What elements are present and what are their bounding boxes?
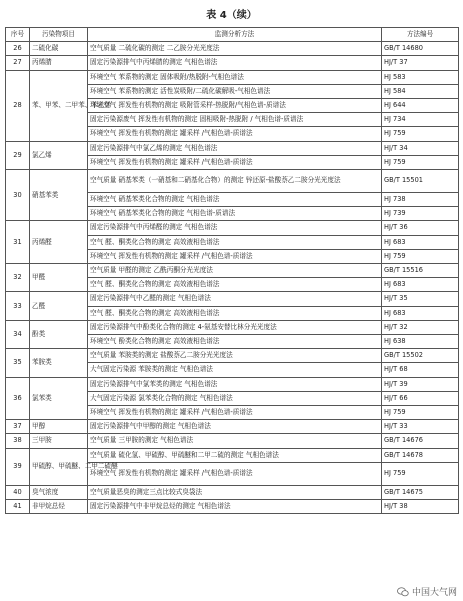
method-code-cell: HJ 759 bbox=[382, 249, 459, 263]
table-row bbox=[6, 42, 459, 56]
method-code-cell: HJ 739 bbox=[382, 207, 459, 221]
table-row bbox=[6, 70, 459, 84]
table-row bbox=[6, 500, 459, 514]
seq-cell: 33 bbox=[6, 292, 30, 320]
method-cell: 大气固定污染源 氯苯类化合物的测定 气相色谱法 bbox=[88, 391, 382, 405]
method-code-cell: HJ 759 bbox=[382, 406, 459, 420]
pollutant-cell: 臭气浓度 bbox=[30, 485, 88, 499]
method-code-cell: HJ/T 36 bbox=[382, 221, 459, 235]
table-row bbox=[6, 434, 459, 448]
seq-cell: 27 bbox=[6, 56, 30, 70]
header-seq: 序号 bbox=[6, 28, 30, 42]
method-cell: 环境空气 苯系物的测定 固体吸附/热脱附-气相色谱法 bbox=[88, 70, 382, 84]
method-cell: 环境空气 挥发性有机物的测定 罐采样 /气相色谱-质谱法 bbox=[88, 462, 382, 485]
seq-cell: 32 bbox=[6, 264, 30, 292]
pollutant-cell: 乙醛 bbox=[30, 292, 88, 320]
table-header-row bbox=[6, 28, 459, 42]
method-cell: 环境空气 挥发性有机物的测定 罐采样 /气相色谱-质谱法 bbox=[88, 155, 382, 169]
method-cell: 空气 醛、酮类化合物的测定 高效液相色谱法 bbox=[88, 278, 382, 292]
seq-cell: 28 bbox=[6, 70, 30, 141]
method-cell: 环境空气 硝基苯类化合物的测定 气相色谱-质谱法 bbox=[88, 207, 382, 221]
method-code-cell: HJ/T 33 bbox=[382, 420, 459, 434]
method-cell: 环境空气 挥发性有机物的测定 罐采样 /气相色谱-质谱法 bbox=[88, 406, 382, 420]
method-code-cell: GB/T 15501 bbox=[382, 170, 459, 193]
pollutant-cell: 甲硫醇、甲硫醚、二甲二硫醚 bbox=[30, 448, 88, 485]
method-code-cell: HJ/T 39 bbox=[382, 377, 459, 391]
method-code-cell: GB/T 14675 bbox=[382, 485, 459, 499]
pollutant-cell: 氯乙烯 bbox=[30, 141, 88, 169]
pollutant-cell: 苯、甲苯、二甲苯、苯乙烯 bbox=[30, 70, 88, 141]
method-code-cell: HJ 683 bbox=[382, 235, 459, 249]
pollutant-cell: 非甲烷总烃 bbox=[30, 500, 88, 514]
pollutant-cell: 甲醇 bbox=[30, 420, 88, 434]
method-code-cell: HJ/T 68 bbox=[382, 363, 459, 377]
method-code-cell: HJ 583 bbox=[382, 70, 459, 84]
method-code-cell: HJ/T 32 bbox=[382, 320, 459, 334]
method-cell: 环境空气 挥发性有机物的测定 罐采样 /气相色谱-质谱法 bbox=[88, 127, 382, 141]
watermark-text: 中国大气网 bbox=[411, 588, 457, 598]
seq-cell: 41 bbox=[6, 500, 30, 514]
method-cell: 大气固定污染源 苯胺类的测定 气相色谱法 bbox=[88, 363, 382, 377]
seq-cell: 31 bbox=[6, 221, 30, 264]
method-code-cell: HJ 759 bbox=[382, 155, 459, 169]
pollutant-cell: 三甲胺 bbox=[30, 434, 88, 448]
table-title: 表 4（续） bbox=[206, 10, 257, 21]
table-row bbox=[6, 141, 459, 155]
table-row bbox=[6, 377, 459, 391]
method-code-cell: HJ/T 37 bbox=[382, 56, 459, 70]
method-code-cell: HJ/T 38 bbox=[382, 500, 459, 514]
table-row bbox=[6, 221, 459, 235]
pollutant-cell: 苯胺类 bbox=[30, 349, 88, 377]
method-cell: 空气质量 甲醛的测定 乙酰丙酮分光光度法 bbox=[88, 264, 382, 278]
method-cell: 空气质量 苯胺类的测定 盐酸萘乙二胺分光光度法 bbox=[88, 349, 382, 363]
method-cell: 固定污染源排气中丙烯腈的测定 气相色谱法 bbox=[88, 56, 382, 70]
method-code-cell: GB/T 14680 bbox=[382, 42, 459, 56]
method-cell: 固定污染源废气 挥发性有机物的测定 固相吸附-热脱附 / 气相色谱-质谱法 bbox=[88, 113, 382, 127]
table-row bbox=[6, 320, 459, 334]
method-code-cell: HJ 683 bbox=[382, 278, 459, 292]
monitoring-methods-table bbox=[5, 27, 459, 514]
method-cell: 空气质量 硝基苯类（一硝基和二硝基化合物）的测定 锌还原-盐酸萘乙二胺分光光度法 bbox=[88, 170, 382, 193]
method-cell: 空气质量 硫化氢、甲硫醇、甲硫醚和二甲二硫的测定 气相色谱法 bbox=[88, 448, 382, 462]
method-cell: 环境空气 苯系物的测定 活性炭吸附/二硫化碳解吸-气相色谱法 bbox=[88, 84, 382, 98]
table-row bbox=[6, 264, 459, 278]
table-row bbox=[6, 56, 459, 70]
wechat-icon bbox=[397, 587, 409, 597]
method-code-cell: GB/T 14676 bbox=[382, 434, 459, 448]
method-code-cell: GB/T 15516 bbox=[382, 264, 459, 278]
method-cell: 固定污染源排气中酚类化合物的测定 4-氨基安替比林分光光度法 bbox=[88, 320, 382, 334]
method-code-cell: HJ 638 bbox=[382, 335, 459, 349]
method-cell: 环境空气 挥发性有机物的测定 吸附管采样-热脱附/气相色谱-质谱法 bbox=[88, 99, 382, 113]
method-cell: 固定污染源排气中氯乙烯的测定 气相色谱法 bbox=[88, 141, 382, 155]
header-code: 方法编号 bbox=[382, 28, 459, 42]
method-cell: 空气 醛、酮类化合物的测定 高效液相色谱法 bbox=[88, 306, 382, 320]
method-code-cell: HJ 738 bbox=[382, 193, 459, 207]
method-cell: 空气 醛、酮类化合物的测定 高效液相色谱法 bbox=[88, 235, 382, 249]
method-code-cell: HJ 584 bbox=[382, 84, 459, 98]
table-row bbox=[6, 448, 459, 462]
method-code-cell: HJ 644 bbox=[382, 99, 459, 113]
method-code-cell: HJ/T 35 bbox=[382, 292, 459, 306]
method-code-cell: HJ 759 bbox=[382, 127, 459, 141]
method-cell: 环境空气 硝基苯类化合物的测定 气相色谱法 bbox=[88, 193, 382, 207]
pollutant-cell: 氯苯类 bbox=[30, 377, 88, 420]
table-row bbox=[6, 292, 459, 306]
pollutant-cell: 酚类 bbox=[30, 320, 88, 348]
method-cell: 环境空气 挥发性有机物的测定 罐采样 /气相色谱-质谱法 bbox=[88, 249, 382, 263]
table-row bbox=[6, 349, 459, 363]
seq-cell: 38 bbox=[6, 434, 30, 448]
method-code-cell: HJ 734 bbox=[382, 113, 459, 127]
header-method: 监测分析方法 bbox=[88, 28, 382, 42]
header-pollutant: 污染物项目 bbox=[30, 28, 88, 42]
seq-cell: 36 bbox=[6, 377, 30, 420]
method-cell: 环境空气 酚类化合物的测定 高效液相色谱法 bbox=[88, 335, 382, 349]
method-code-cell: HJ/T 66 bbox=[382, 391, 459, 405]
pollutant-cell: 二硫化碳 bbox=[30, 42, 88, 56]
method-code-cell: HJ 683 bbox=[382, 306, 459, 320]
method-cell: 固定污染源排气中甲醇的测定 气相色谱法 bbox=[88, 420, 382, 434]
method-cell: 固定污染源排气中丙烯醛的测定 气相色谱法 bbox=[88, 221, 382, 235]
seq-cell: 37 bbox=[6, 420, 30, 434]
table-row bbox=[6, 170, 459, 193]
pollutant-cell: 甲醛 bbox=[30, 264, 88, 292]
method-code-cell: HJ 759 bbox=[382, 462, 459, 485]
seq-cell: 39 bbox=[6, 448, 30, 485]
method-code-cell: HJ/T 34 bbox=[382, 141, 459, 155]
method-cell: 空气质量恶臭的测定三点比较式臭袋法 bbox=[88, 485, 382, 499]
pollutant-cell: 丙烯醛 bbox=[30, 221, 88, 264]
seq-cell: 30 bbox=[6, 170, 30, 221]
table-row bbox=[6, 485, 459, 499]
method-cell: 空气质量 三甲胺的测定 气相色谱法 bbox=[88, 434, 382, 448]
seq-cell: 35 bbox=[6, 349, 30, 377]
table-body bbox=[6, 42, 459, 514]
method-cell: 固定污染源排气中氯苯类的测定 气相色谱法 bbox=[88, 377, 382, 391]
pollutant-cell: 丙烯腈 bbox=[30, 56, 88, 70]
method-cell: 空气质量 二硫化碳的测定 二乙胺分光光度法 bbox=[88, 42, 382, 56]
method-code-cell: GB/T 14678 bbox=[382, 448, 459, 462]
seq-cell: 26 bbox=[6, 42, 30, 56]
seq-cell: 40 bbox=[6, 485, 30, 499]
table-row bbox=[6, 420, 459, 434]
pollutant-cell: 硝基苯类 bbox=[30, 170, 88, 221]
seq-cell: 29 bbox=[6, 141, 30, 169]
method-cell: 固定污染源排气中乙醛的测定 气相色谱法 bbox=[88, 292, 382, 306]
method-code-cell: GB/T 15502 bbox=[382, 349, 459, 363]
method-cell: 固定污染源排气中非甲烷总烃的测定 气相色谱法 bbox=[88, 500, 382, 514]
watermark bbox=[397, 585, 457, 598]
seq-cell: 34 bbox=[6, 320, 30, 348]
